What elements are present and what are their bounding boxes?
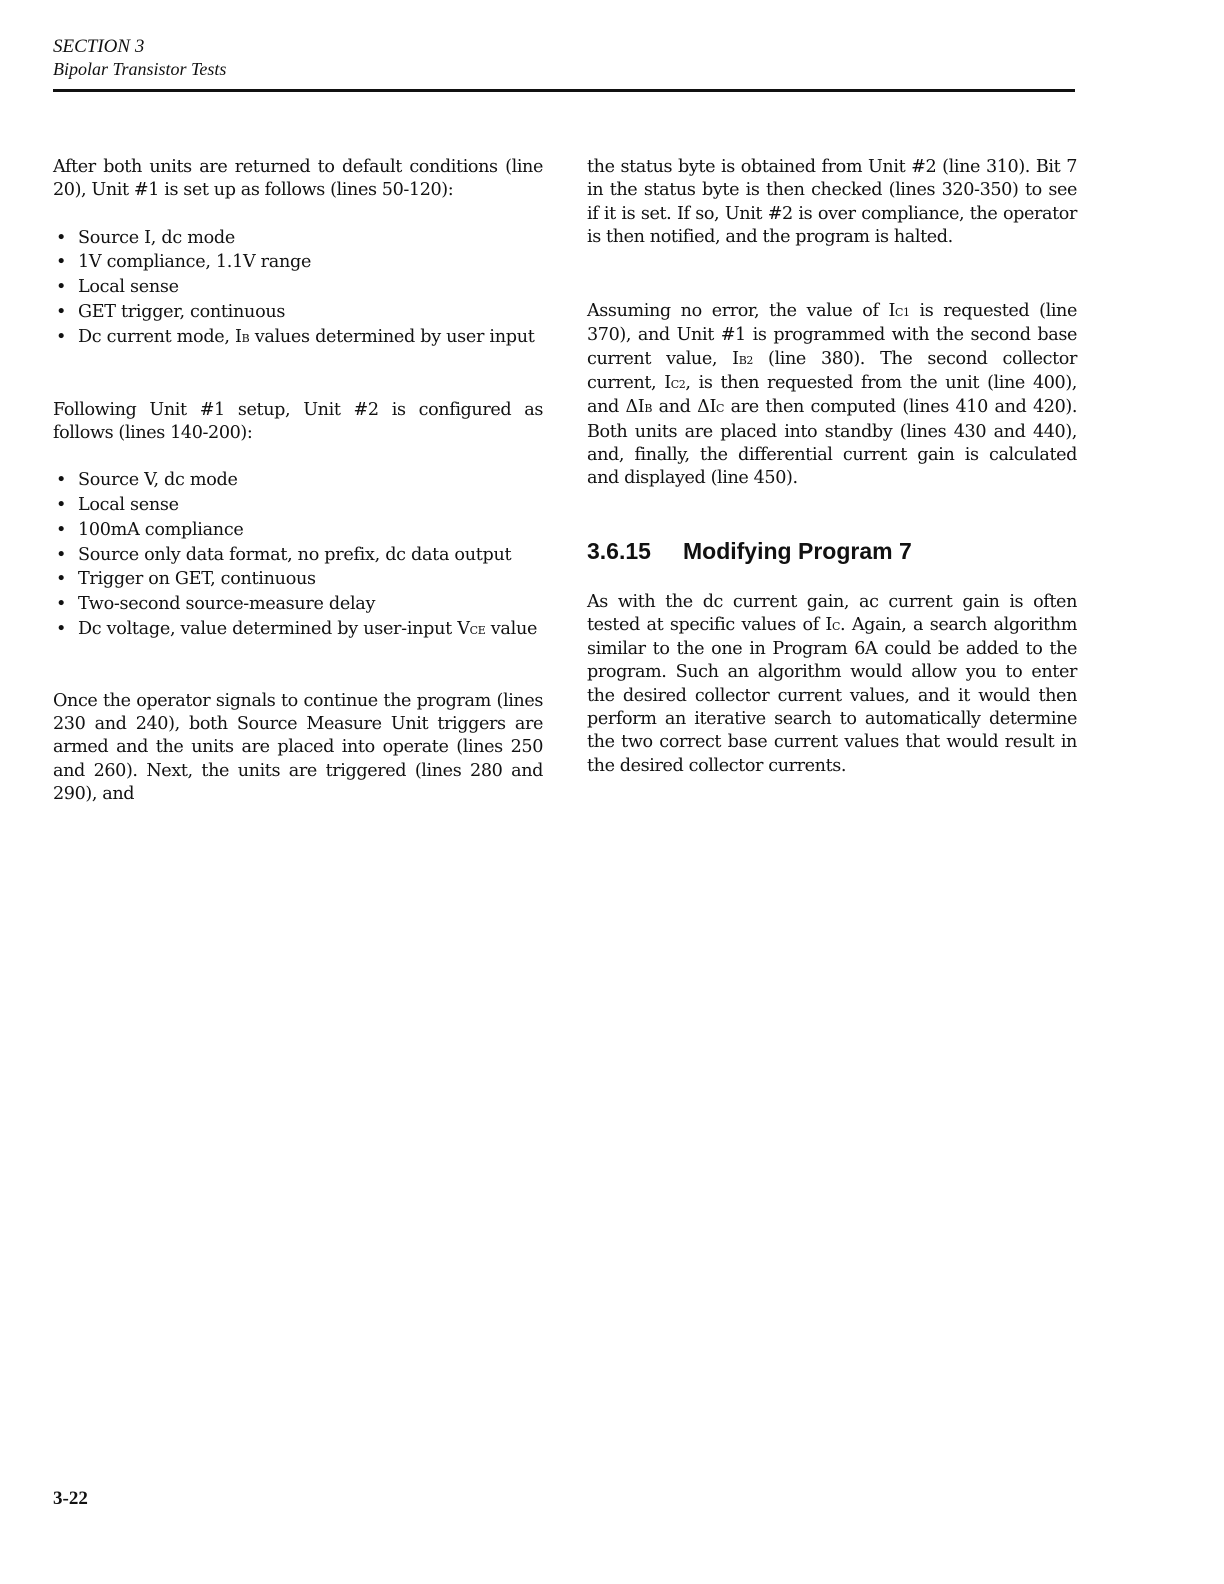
paragraph-trigger-sequence: Once the operator signals to continue the program (lines 230 and 240), both Source Measure Unit triggers are armed and the units are placed into operate (lines 250 and 260). Next, the units are triggered (lines 280 and 290), and xyxy=(53,690,543,804)
bullet-icon: • xyxy=(56,277,67,298)
paragraph-status-byte: the status byte is obtained from Unit #2 (line 310). Bit 7 in the status byte is then checked (lines 320-350) to see if it is set. If so, Unit #2 is over compliance, the operator is then notified, and the program is halted. xyxy=(587,157,1077,247)
bullet-icon: • xyxy=(56,569,67,590)
bullet-icon: • xyxy=(56,494,67,515)
right-column xyxy=(587,156,1077,778)
list-item: • Two-second source-measure delay xyxy=(53,592,543,617)
header-rule xyxy=(53,89,1075,92)
paragraph-gain-calculation: Assuming no error, the value of IC1 is requested (line 370), and Unit #1 is programmed with the second base current value, IB2 (line 380). The second collector current, IC2, is then requested from the unit (line 400), and ΔIB and ΔIC are then computed (lines 410 and 420). Both units are placed into standby (lines 430 and 440), and, finally, the differential current gain is calculated and displayed (line 450). xyxy=(587,301,1078,489)
bullet-icon: • xyxy=(56,519,67,540)
section-heading xyxy=(587,537,1077,565)
bullet-icon: • xyxy=(56,301,67,322)
page-header xyxy=(53,36,1075,80)
list-item: • Source I, dc mode xyxy=(53,226,543,251)
bullet-icon: • xyxy=(56,470,67,491)
paragraph-unit1-intro: After both units are returned to default conditions (line 20), Unit #1 is set up as follows (lines 50-120): xyxy=(53,157,543,201)
bullet-icon: • xyxy=(56,252,67,273)
bullet-icon: • xyxy=(56,618,67,639)
list-item: • Trigger on GET, continuous xyxy=(53,567,543,592)
list-item: • Source only data format, no prefix, dc data output xyxy=(53,543,543,568)
bullet-icon: • xyxy=(56,326,67,347)
list-item: • 1V compliance, 1.1V range xyxy=(53,250,543,275)
list-item: • Dc voltage, value determined by user-input VCE value xyxy=(53,617,543,644)
paragraph-unit2-intro: Following Unit #1 setup, Unit #2 is configured as follows (lines 140-200): xyxy=(53,399,543,443)
list-item: • Local sense xyxy=(53,493,543,518)
list-item: • GET trigger, continuous xyxy=(53,300,543,325)
bullet-icon: • xyxy=(56,594,67,615)
heading-number: 3.6.15 xyxy=(587,537,651,564)
left-column xyxy=(53,156,543,806)
page-number: 3-22 xyxy=(53,1488,88,1509)
section-label: SECTION 3 xyxy=(53,36,145,57)
list-item: • Dc current mode, IB values determined by user input xyxy=(53,325,543,352)
list-item: • Source V, dc mode xyxy=(53,468,543,493)
heading-title: Modifying Program 7 xyxy=(683,537,912,564)
unit1-settings-list xyxy=(53,226,543,352)
bullet-icon: • xyxy=(56,227,67,248)
section-subtitle: Bipolar Transistor Tests xyxy=(53,59,227,79)
list-item: • Local sense xyxy=(53,275,543,300)
bullet-icon: • xyxy=(56,544,67,565)
list-item: • 100mA compliance xyxy=(53,518,543,543)
paragraph-modifying-program: As with the dc current gain, ac current gain is often tested at specific values of IC. Again, a search algorithm similar to the one in Program 6A could be added to the program. Such an algorithm would allow you to enter the desired collector current values, and it would then perform an iterative search to automatically determine the two correct base current values that would result in the desired collector currents. xyxy=(587,591,1078,776)
unit2-settings-list xyxy=(53,468,543,644)
